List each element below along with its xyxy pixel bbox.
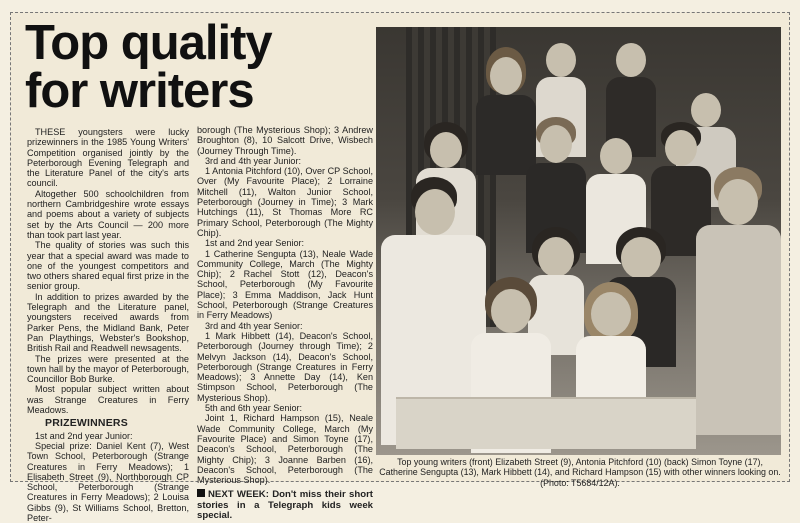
paragraph: 1st and 2nd year Junior: — [35, 430, 133, 441]
paragraph: Altogether 500 schoolchildren from northern Cambridgeshire wrote essays and poems about a variety of subjects set by the Arts Council — 200 more than took part last year. — [27, 188, 189, 240]
paragraph: Most popular subject written about was Strange Creatures in Ferry Meadows. — [27, 384, 189, 416]
paragraph: 3rd and 4th year Junior: — [205, 155, 302, 166]
prize-table — [396, 397, 696, 449]
bullet-square-icon — [197, 489, 205, 497]
prizewinners-subhead: PRIZEWINNERS — [45, 417, 128, 430]
paragraph: The prizes were presented at the town hall by the mayor of Peterborough, Councillor Bob Burke. — [27, 353, 189, 385]
photo-person — [606, 37, 656, 147]
paragraph: Special prize: Daniel Kent (7), West Town School, Peterborough (Strange Creatures in Ferry Meadows); 1 Elisabeth Street (9), Northborough CP School, Peterborough (Strange Creatures in Ferry Meadows); 2 Louisa Gibbs (9), St Williams School, Bretton, Peter- — [27, 440, 189, 523]
paragraph: The quality of stories was such this year that a special award was made to one of the youngest competitors and two others shared equal first prize in the senior group. — [27, 240, 189, 292]
next-week-text: NEXT WEEK: Don't miss their short stories in a Telegraph kids week special. — [197, 489, 373, 522]
paragraph: 1 Antonia Pitchford (10), Over CP School, Over (My Favourite Place); 2 Lorraine Mitchell (11), Walton Junior School, Peterborough (Journey in Time); 3 Mark Hutchings (11), St Thomas More RC Primary School, Peterborough (The Mighty Chip). — [197, 166, 373, 238]
paragraph: 3rd and 4th year Senior: — [205, 320, 303, 331]
paragraph: THESE youngsters were lucky prizewinners in the 1985 Young Writers' Competition organised jointly by the Peterborough Evening Telegraph and the Literature Panel of the city's arts council. — [27, 127, 189, 189]
newspaper-clipping — [10, 12, 790, 523]
paragraph: 1 Mark Hibbett (14), Deacon's School, Peterborough (Journey through Time); 2 Melvyn Jackson (14), Deacon's School, Peterborough (Strange Creatures in Ferry Meadows); 3 Annette Day (14), Ken Stimpson School, Peterborough (The Mysterious Shop). — [197, 330, 373, 403]
group-photo — [376, 27, 781, 455]
photo-person — [696, 167, 781, 427]
photo-caption: Top young writers (front) Elizabeth Street (9), Antonia Pitchford (10) (back) Simon Toyne (17), Catherine Sengupta (13), Mark Hibbett (14), and Richard Hampson (15) with other winners looking on. (Photo: T5684/12A). — [379, 457, 781, 488]
paragraph: 5th and 6th year Senior: — [205, 403, 303, 414]
next-week-promo — [197, 489, 373, 521]
paragraph: borough (The Mysterious Shop); 3 Andrew Broughton (8), 10 Salcott Drive, Wisbech (Journey Through Time). — [197, 125, 373, 156]
paragraph: In addition to prizes awarded by the Telegraph and the Literature panel, youngsters received awards from Parker Pens, the Midland Bank, Peter Pan Playthings, Webster's Bookshop, British Rail and Readwell newsagents. — [27, 291, 189, 354]
article-column-2 — [197, 125, 373, 522]
headline-line-1: Top quality — [25, 16, 272, 70]
headline — [25, 16, 377, 118]
paragraph: Joint 1, Richard Hampson (15), Neale Wade Community College, March (My Favourite Place) and Simon Toyne (17), Deacon's School, Peterborough (The Mighty Chip); 3 Joanne Barben (16), Deacon's School, Peterborough (The Mysterious Shop). — [197, 413, 373, 486]
paragraph: 1st and 2nd year Senior: — [205, 238, 305, 249]
article-column-1 — [27, 127, 189, 523]
paragraph: 1 Catherine Sengupta (13), Neale Wade Community College, March (The Mighty Chip); 2 Rachel Stott (12), Deacon's School, Peterborough (My Favourite Place); 3 Emma Maddison, Jack Hunt School, Peterborough (Strange Creatures in Ferry Meadows) — [197, 248, 373, 321]
headline-line-2: for writers — [25, 64, 254, 118]
